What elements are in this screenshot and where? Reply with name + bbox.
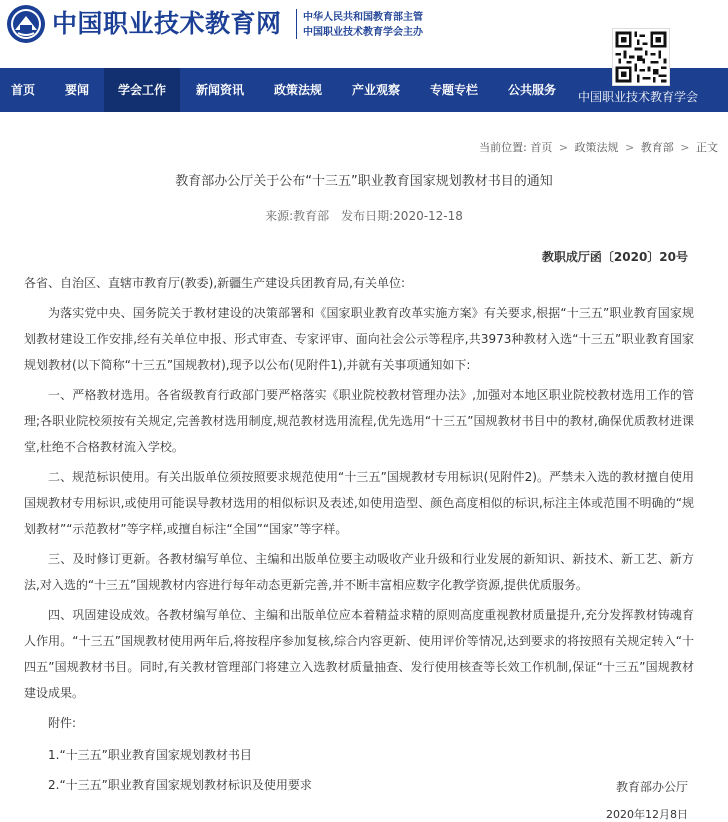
signature-org: 教育部办公厅 bbox=[615, 780, 688, 794]
breadcrumb-separator: > bbox=[680, 141, 690, 154]
article-body bbox=[24, 270, 694, 800]
sponsor-line-1: 中华人民共和国教育部主管 bbox=[303, 12, 423, 23]
society-name[interactable]: 中国职业技术教育学会 bbox=[578, 90, 699, 104]
nav-item-society-work[interactable]: 学会工作 bbox=[104, 68, 180, 112]
breadcrumb-current: 正文 bbox=[696, 141, 718, 154]
header-divider bbox=[296, 9, 297, 39]
breadcrumb-prefix: 当前位置: bbox=[479, 141, 527, 154]
sponsor-line-2: 中国职业技术教育学会主办 bbox=[303, 27, 423, 38]
attachment-link-1[interactable]: 1.“十三五”职业教育国家规划教材书目 bbox=[48, 748, 252, 762]
breadcrumb-policy[interactable]: 政策法规 bbox=[574, 141, 619, 154]
body-paragraph: 为落实党中央、国务院关于教材建设的决策部署和《国家职业教育改革实施方案》有关要求,根据“十三五”职业教育国家规划教材建设工作安排,经有关单位申报、形式审查、专家评审、面向社会公示等程序,共3973种教材入选“十三五”职业教育国家规划教材(以下简称“十三五”国规教材),现予以公布(见附件1),并就有关事项通知如下: bbox=[24, 306, 694, 372]
article-title: 教育部办公厅关于公布“十三五”职业教育国家规划教材书目的通知 bbox=[175, 174, 553, 189]
nav-item-public-services[interactable]: 公共服务 bbox=[507, 83, 556, 97]
nav-item-headlines[interactable]: 要闻 bbox=[64, 83, 89, 97]
breadcrumb-ministry[interactable]: 教育部 bbox=[640, 141, 674, 154]
nav-item-special-topics[interactable]: 专题专栏 bbox=[429, 83, 478, 97]
body-paragraph: 三、及时修订更新。各教材编写单位、主编和出版单位要主动吸收产业升级和行业发展的新知识、新技术、新工艺、新方法,对入选的“十三五”国规教材内容进行每年动态更新完善,并不断丰富相应数字化教学资源,提供优质服务。 bbox=[24, 552, 694, 592]
nav-item-home[interactable]: 首页 bbox=[10, 83, 35, 97]
qr-code-icon bbox=[612, 28, 670, 86]
breadcrumb bbox=[479, 139, 718, 155]
article-source: 来源:教育部 bbox=[265, 209, 330, 223]
document-number: 教职成厅函〔2020〕20号 bbox=[541, 250, 688, 264]
attachment-list bbox=[24, 740, 694, 800]
article-meta bbox=[0, 207, 728, 224]
attachments-label: 附件: bbox=[48, 716, 77, 730]
body-paragraph: 一、严格教材选用。各省级教育行政部门要严格落实《职业院校教材管理办法》,加强对本地区职业院校教材选用工作的管理;各职业院校须按有关规定,完善教材选用制度,规范教材选用流程,优先选用“十三五”国规教材书目中的教材,确保优质教材进课堂,杜绝不合格教材流入学校。 bbox=[24, 388, 694, 454]
nav-item-news[interactable]: 新闻资讯 bbox=[195, 83, 244, 97]
body-paragraph: 四、巩固建设成效。各教材编写单位、主编和出版单位应本着精益求精的原则高度重视教材质量提升,充分发挥教材铸魂育人作用。“十三五”国规教材使用两年后,将按程序参加复核,综合内容更新、使用评价等情况,达到要求的将按照有关规定转入“十四五”国规教材书目。同时,有关教材管理部门将建立入选教材质量抽查、发行使用核查等长效工作机制,保证“十三五”国规教材建设成果。 bbox=[24, 608, 694, 700]
nav-item-industry[interactable]: 产业观察 bbox=[351, 83, 400, 97]
breadcrumb-home[interactable]: 首页 bbox=[530, 141, 553, 154]
attachment-link-2[interactable]: 2.“十三五”职业教育国家规划教材标识及使用要求 bbox=[48, 778, 312, 792]
signature-date: 2020年12月8日 bbox=[606, 808, 688, 821]
body-paragraph: 二、规范标识使用。有关出版单位须按照要求规范使用“十三五”国规教材专用标识(见附件2)。严禁未入选的教材擅自使用国规教材专用标识,或使用可能误导教材选用的相似标识及表述,如使用造型、颜色高度相似的标识,标注主体或范围不明确的“规划教材”“示范教材”等字样,或擅自标注“全国”“国家”等字样。 bbox=[24, 470, 694, 536]
salutation: 各省、自治区、直辖市教育厅(教委),新疆生产建设兵团教育局,有关单位: bbox=[24, 276, 406, 290]
breadcrumb-separator: > bbox=[558, 141, 569, 154]
nav-item-policy[interactable]: 政策法规 bbox=[273, 83, 322, 97]
breadcrumb-separator: > bbox=[625, 141, 635, 154]
article-date: 发布日期:2020-12-18 bbox=[341, 209, 463, 223]
site-logo-emblem-icon[interactable] bbox=[6, 4, 46, 44]
site-name[interactable]: 中国职业技术教育网 bbox=[52, 9, 282, 38]
